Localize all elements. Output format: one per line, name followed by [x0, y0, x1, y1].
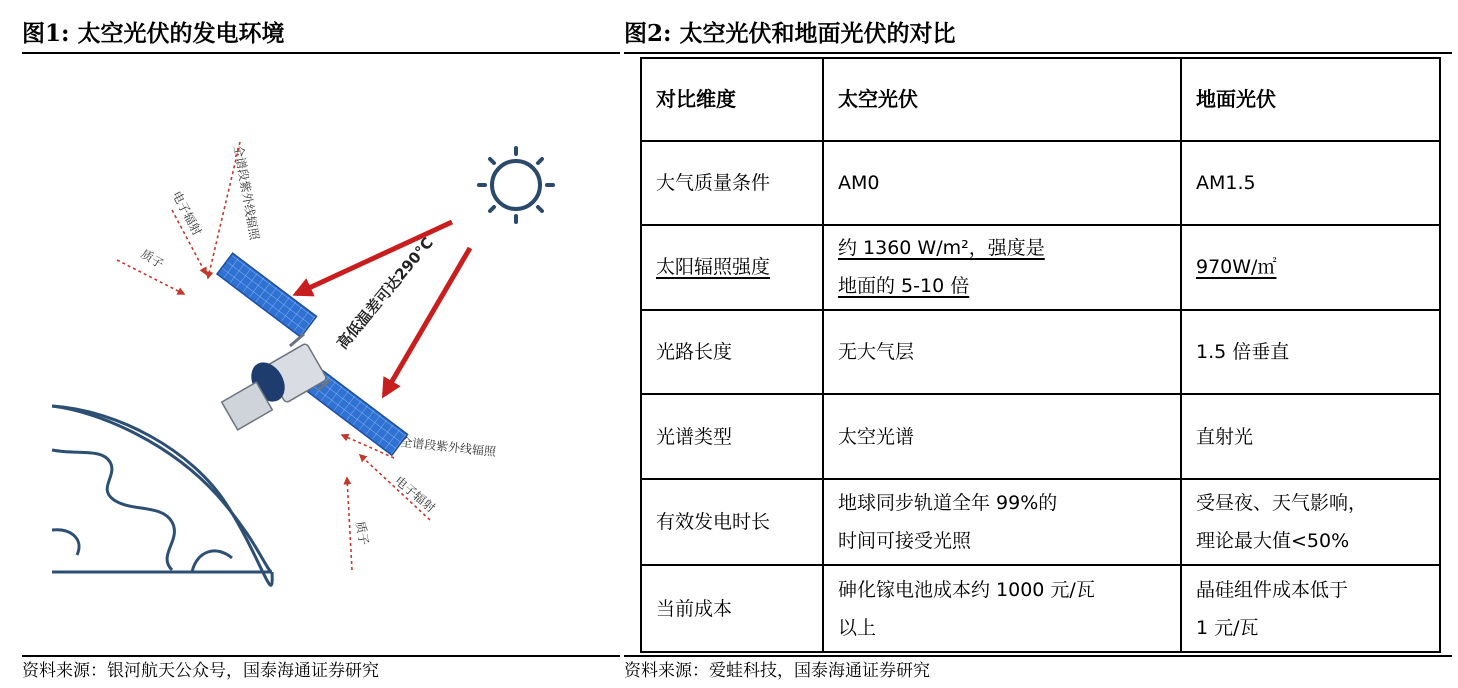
proton-radiation-label: 质子	[138, 246, 167, 272]
dimension-cell: 当前成本	[641, 565, 823, 652]
space-cell: 太空光谱	[823, 394, 1181, 479]
space-environment-illustration	[22, 60, 620, 655]
table-row	[641, 310, 1440, 395]
solar-panel-upper	[212, 234, 321, 357]
ground-cell: 直射光	[1181, 394, 1440, 479]
space-cell: 约 1360 W/m²，强度是 地面的 5-10 倍	[823, 225, 1181, 310]
ground-cell: 970W/㎡	[1181, 225, 1440, 310]
electron-radiation-label: 电子辐射	[392, 473, 438, 516]
dimension-cell: 光路长度	[641, 310, 823, 395]
table-row	[641, 479, 1440, 566]
figure2-source: 资料来源：爱蛙科技，国泰海通证券研究	[624, 655, 1452, 685]
sun-icon	[479, 148, 553, 222]
temperature-label: 高低温差可达290°C	[333, 233, 437, 353]
electron-radiation-arrow	[360, 455, 430, 520]
ground-cell: AM1.5	[1181, 141, 1440, 226]
ground-cell: 晶硅组件成本低于 1 元/瓦	[1181, 565, 1440, 652]
satellite-body	[222, 334, 330, 430]
space-cell: 无大气层	[823, 310, 1181, 395]
dimension-cell: 光谱类型	[641, 394, 823, 479]
earth-illustration	[52, 406, 272, 585]
header-space-pv: 太空光伏	[823, 58, 1181, 141]
proton-radiation-label: 质子	[353, 520, 372, 547]
comparison-table	[640, 57, 1441, 653]
table-row	[641, 394, 1440, 479]
figure2-title: 图2: 太空光伏和地面光伏的对比	[624, 14, 1452, 54]
proton-radiation-arrow	[347, 478, 352, 570]
header-dimension: 对比维度	[641, 58, 823, 141]
electron-radiation-label: 电子辐射	[169, 188, 205, 238]
space-cell: 砷化镓电池成本约 1000 元/瓦 以上	[823, 565, 1181, 652]
table-row	[641, 141, 1440, 226]
space-cell: 地球同步轨道全年 99%的 时间可接受光照	[823, 479, 1181, 566]
dimension-cell: 大气质量条件	[641, 141, 823, 226]
table-header-row	[641, 58, 1440, 141]
table-row	[641, 225, 1440, 310]
figure1-title: 图1: 太空光伏的发电环境	[22, 14, 620, 54]
sunlight-arrow	[296, 222, 452, 294]
table-row	[641, 565, 1440, 652]
space-cell: AM0	[823, 141, 1181, 226]
uv-radiation-label: 全谱段紫外线辐照	[231, 144, 262, 242]
dimension-cell: 有效发电时长	[641, 479, 823, 566]
ground-cell: 1.5 倍垂直	[1181, 310, 1440, 395]
dimension-cell: 太阳辐照强度	[641, 225, 823, 310]
ground-cell: 受昼夜、天气影响， 理论最大值<50%	[1181, 479, 1440, 566]
uv-radiation-label: 全谱段紫外线辐照	[399, 435, 497, 460]
header-ground-pv: 地面光伏	[1181, 58, 1440, 141]
figure1-source: 资料来源：银河航天公众号，国泰海通证券研究	[22, 655, 620, 685]
